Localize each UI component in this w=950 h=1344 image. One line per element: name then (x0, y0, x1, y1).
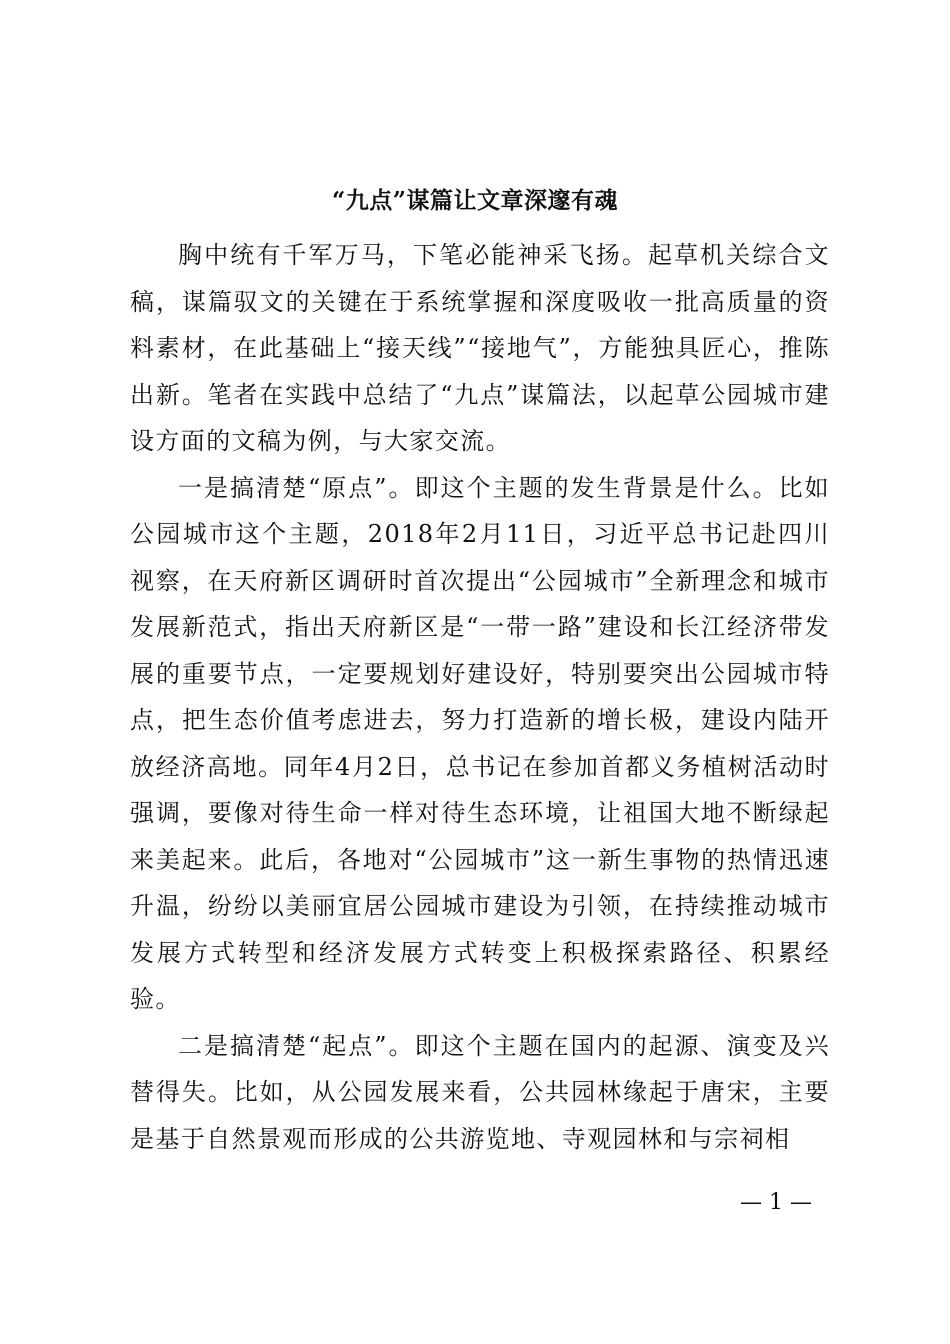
paragraph-intro: 胸中统有千军万马，下笔必能神采飞扬。起草机关综合文稿，谋篇驭文的关键在于系统掌握和深度吸收一批高质量的资料素材，在此基础上“接天线”“接地气”，方能独具匠心，推陈出新。笔者在实践中总结了“九点”谋篇法，以起草公园城市建设方面的文稿为例，与大家交流。 (130, 241, 830, 455)
document-title: “九点”谋篇让文章深邃有魂 (332, 187, 618, 214)
document-body (130, 232, 830, 1162)
page-number: — 1 — (740, 1190, 812, 1215)
paragraph-starting-point: 二是搞清楚“起点”。即这个主题在国内的起源、演变及兴替得失。比如，从公园发展来看，公共园林缘起于唐宋，主要是基于自然景观而形成的公共游览地、寺观园林和与宗祠相 (130, 1031, 830, 1153)
paragraph-origin-point: 一是搞清楚“原点”。即这个主题的发生背景是什么。比如公园城市这个主题，2018年2月11日，习近平总书记赴四川视察，在天府新区调研时首次提出“公园城市”全新理念和城市发展新范式，指出天府新区是“一带一路”建设和长江经济带发展的重要节点，一定要规划好建设好，特别要突出公园城市特点，把生态价值考虑进去，努力打造新的增长极，建设内陆开放经济高地。同年4月2日，总书记在参加首都义务植树活动时强调，要像对待生命一样对待生态环境，让祖国大地不断绿起来美起来。此后，各地对“公园城市”这一新生事物的热情迅速升温，纷纷以美丽宜居公园城市建设为引领，在持续推动城市发展方式转型和经济发展方式转变上积极探索路径、积累经验。 (130, 473, 830, 1013)
